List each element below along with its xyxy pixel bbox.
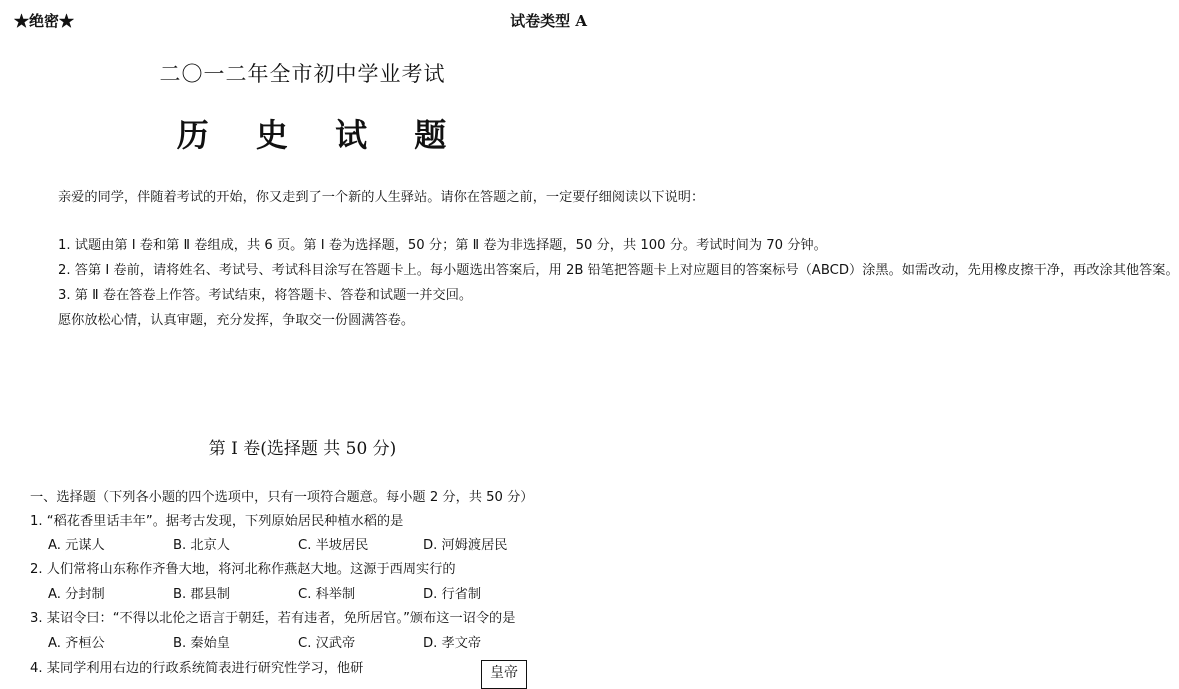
question-2-options <box>48 583 588 602</box>
question-1-options <box>48 534 588 553</box>
section-instruction: 一、选择题（下列各小题的四个选项中，只有一项符合题意。每小题 2 分，共 50 分） <box>30 490 534 505</box>
section-title: 第 Ⅰ 卷(选择题 共 50 分) <box>208 439 397 459</box>
question-4-stem: 4. 某同学利用右边的行政系统简表进行研究性学习，他研 <box>30 661 364 676</box>
option-b: B. 北京人 <box>173 538 230 553</box>
option-a: A. 分封制 <box>48 587 105 602</box>
wish-text: 愿你放松心情，认真审题，充分发挥，争取交一份圆满答卷。 <box>58 313 415 328</box>
option-d: D. 孝文帝 <box>423 636 482 651</box>
instruction-item-2: 2. 答第 Ⅰ 卷前，请将姓名、考试号、考试科目涂写在答题卡上。每小题选出答案后，用 2B 铅笔把答题卡上对应题目的答案标号（ABCD）涂黑。如需改动，先用橡皮擦干净，再改涂其他答案。 <box>58 263 1179 278</box>
option-c: C. 半坡居民 <box>298 538 369 553</box>
question-3-stem: 3. 某诏令曰：“不得以北伦之语言于朝廷，若有违者，免所居官。”颁布这一诏令的是 <box>30 611 516 626</box>
option-d: D. 河姆渡居民 <box>423 538 508 553</box>
instruction-item-1: 1. 试题由第 Ⅰ 卷和第 Ⅱ 卷组成，共 6 页。第 Ⅰ 卷为选择题，50 分；第 Ⅱ 卷为非选择题，50 分，共 100 分。考试时间为 70 分钟。 <box>58 238 827 253</box>
subject-title: 历 史 试 题 <box>176 116 465 154</box>
instruction-item-3: 3. 第 Ⅱ 卷在答卷上作答。考试结束，将答题卡、答卷和试题一并交回。 <box>58 288 473 303</box>
question-1-stem: 1. “稻花香里话丰年”。据考古发现，下列原始居民种植水稻的是 <box>30 514 404 529</box>
paper-type-label: 试卷类型 A <box>510 12 587 30</box>
option-c: C. 科举制 <box>298 587 356 602</box>
instructions-block <box>30 233 1179 333</box>
emperor-box: 皇帝 <box>481 660 527 689</box>
option-a: A. 齐桓公 <box>48 636 105 651</box>
option-a: A. 元谋人 <box>48 538 105 553</box>
intro-text: 亲爱的同学，伴随着考试的开始，你又走到了一个新的人生驿站。请你在答题之前，一定要仔细阅读以下说明： <box>58 190 705 205</box>
option-b: B. 郡县制 <box>173 587 230 602</box>
question-2-stem: 2. 人们常将山东称作齐鲁大地，将河北称作燕赵大地。这源于西周实行的 <box>30 562 456 577</box>
question-3-options <box>48 632 588 651</box>
secret-mark: ★绝密★ <box>14 12 75 30</box>
option-c: C. 汉武帝 <box>298 636 356 651</box>
option-b: B. 秦始皇 <box>173 636 230 651</box>
exam-title: 二〇一二年全市初中学业考试 <box>159 62 446 86</box>
option-d: D. 行省制 <box>423 587 482 602</box>
